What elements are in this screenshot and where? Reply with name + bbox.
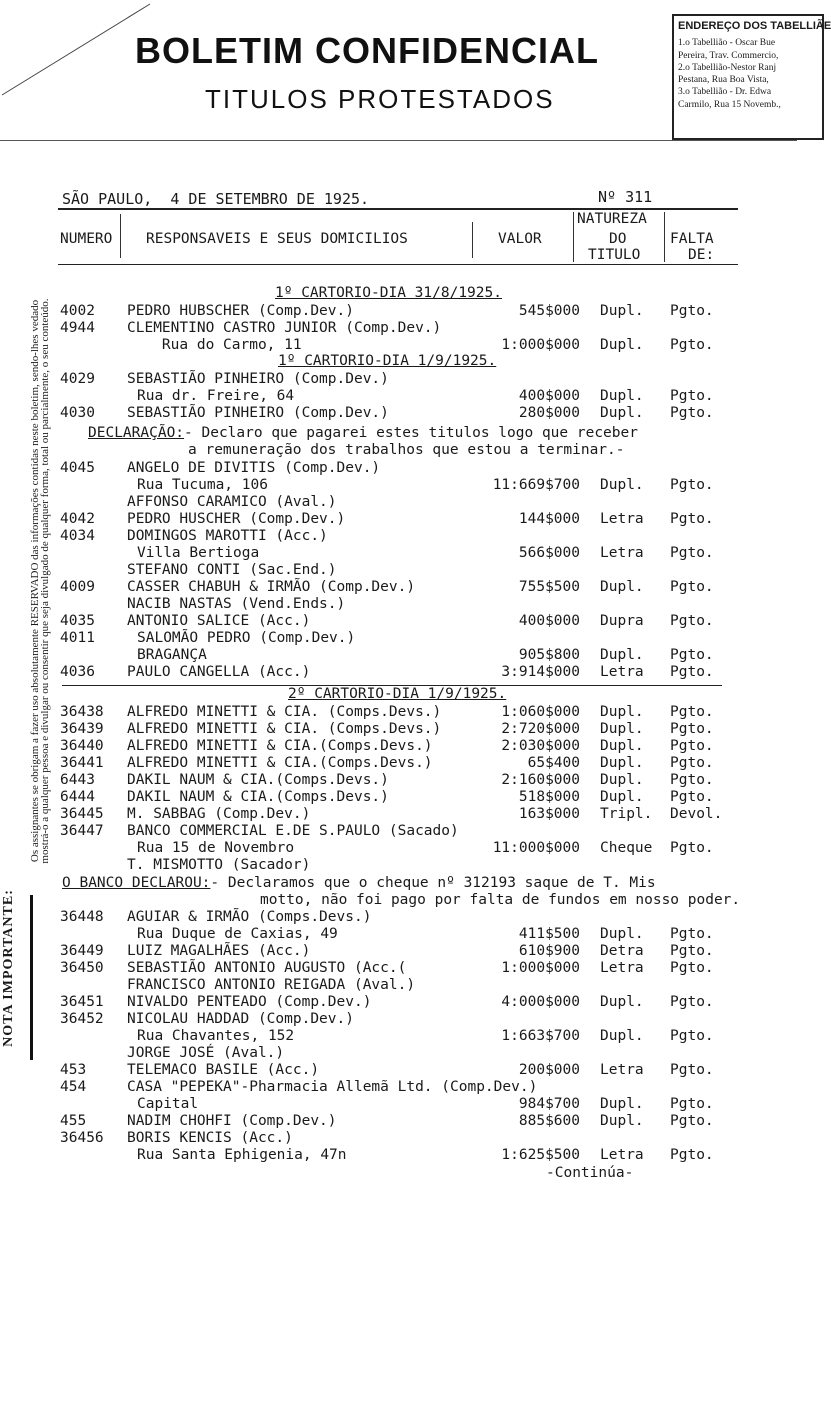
header-divider	[0, 140, 797, 141]
row-valor: 3:914$000	[501, 664, 580, 680]
row-natureza: Dupl.	[600, 405, 644, 421]
row-natureza: Dupl.	[600, 926, 644, 942]
row-responsavel: LUIZ MAGALHÃES (Acc.)	[127, 943, 311, 959]
row-valor: 11:000$000	[492, 840, 580, 856]
row-code: 6443	[60, 772, 95, 788]
row-natureza: Dupl.	[600, 738, 644, 754]
table-row	[0, 303, 797, 320]
table-row	[0, 840, 797, 857]
table-row	[0, 320, 797, 337]
address-box-heading: ENDEREÇO DOS TABELLIÃE	[678, 20, 831, 32]
row-responsavel: SEBASTIÃO PINHEIRO (Comp.Dev.)	[127, 405, 389, 421]
address-line: 3.o Tabellião - Dr. Edwa	[678, 87, 772, 98]
row-code: 36441	[60, 755, 104, 771]
row-responsavel: NICOLAU HADDAD (Comp.Dev.)	[127, 1011, 354, 1027]
row-falta: Pgto.	[670, 772, 714, 788]
row-responsavel: Rua Duque de Caxias, 49	[137, 926, 338, 942]
row-natureza: Dupl.	[600, 579, 644, 595]
row-responsavel: M. SABBAG (Comp.Dev.)	[127, 806, 311, 822]
table-row	[0, 1045, 797, 1062]
table-row	[0, 630, 797, 647]
table-row	[0, 596, 797, 613]
row-natureza: Dupl.	[600, 721, 644, 737]
row-code: 4036	[60, 664, 95, 680]
row-natureza: Tripl.	[600, 806, 653, 822]
row-responsavel: FRANCISCO ANTONIO REIGADA (Aval.)	[127, 977, 416, 993]
row-valor: 905$800	[518, 647, 580, 663]
row-valor: 4:000$000	[501, 994, 580, 1010]
row-responsavel: Rua dr. Freire, 64	[137, 388, 295, 404]
table-row	[0, 960, 797, 977]
table-row	[0, 1113, 797, 1130]
row-falta: Pgto.	[670, 337, 714, 353]
row-falta: Pgto.	[670, 579, 714, 595]
row-valor: 2:160$000	[501, 772, 580, 788]
row-responsavel: SALOMÃO PEDRO (Comp.Dev.)	[137, 630, 356, 646]
row-responsavel: DAKIL NAUM & CIA.(Comps.Devs.)	[127, 789, 389, 805]
issue-number: Nº 311	[598, 188, 653, 206]
row-responsavel: BORIS KENCIS (Acc.)	[127, 1130, 293, 1146]
table-row	[0, 857, 797, 874]
col-natureza-1: NATUREZA	[577, 211, 647, 227]
row-responsavel: ALFREDO MINETTI & CIA. (Comps.Devs.)	[127, 704, 442, 720]
table-row	[0, 545, 797, 562]
row-falta: Pgto.	[670, 613, 714, 629]
table-row	[0, 371, 797, 388]
row-natureza: Letra	[600, 664, 644, 680]
row-responsavel: ALFREDO MINETTI & CIA.(Comps.Devs.)	[127, 755, 433, 771]
row-valor: 280$000	[518, 405, 580, 421]
row-valor: 755$500	[518, 579, 580, 595]
col-divider	[664, 212, 665, 262]
table-row	[0, 1028, 797, 1045]
table-row	[0, 994, 797, 1011]
row-responsavel: PAULO CANGELLA (Acc.)	[127, 664, 311, 680]
banco-declaracao-text: - Declaramos que o cheque nº 312193 saque de T. Mis	[210, 875, 656, 891]
row-falta: Pgto.	[670, 1113, 714, 1129]
row-valor: 144$000	[518, 511, 580, 527]
row-natureza: Letra	[600, 960, 644, 976]
row-natureza: Dupl.	[600, 1028, 644, 1044]
row-falta: Pgto.	[670, 1096, 714, 1112]
row-code: 454	[60, 1079, 87, 1095]
row-code: 36445	[60, 806, 104, 822]
table-row	[0, 806, 797, 823]
table-row	[0, 613, 797, 630]
pen-stroke-decoration	[0, 0, 170, 100]
table-row	[0, 528, 797, 545]
table-row	[0, 562, 797, 579]
banco-declaracao-line-2: motto, não foi pago por falta de fundos em nosso poder.	[260, 892, 741, 908]
row-valor: 11:669$700	[492, 477, 580, 493]
row-responsavel: PEDRO HUBSCHER (Comp.Dev.)	[127, 303, 354, 319]
row-valor: 400$000	[518, 613, 580, 629]
col-divider	[120, 214, 121, 258]
row-code: 4002	[60, 303, 95, 319]
row-responsavel: AGUIAR & IRMÃO (Comps.Devs.)	[127, 909, 372, 925]
row-natureza: Letra	[600, 511, 644, 527]
row-code: 4034	[60, 528, 95, 544]
address-line: Carmilo, Rua 15 Novemb.,	[678, 99, 781, 110]
row-responsavel: STEFANO CONTI (Sac.End.)	[127, 562, 337, 578]
row-valor: 545$000	[518, 303, 580, 319]
row-natureza: Dupl.	[600, 647, 644, 663]
table-row	[0, 1062, 797, 1079]
declaracao-text: - Declaro que pagarei estes titulos logo que receber	[184, 425, 638, 441]
row-valor: 566$000	[518, 545, 580, 561]
tabelliaes-address-box	[672, 14, 831, 140]
row-responsavel: ANTONIO SALICE (Acc.)	[127, 613, 311, 629]
col-natureza-2: DO	[609, 231, 627, 247]
declaracao-line-1	[88, 425, 638, 441]
row-valor: 1:663$700	[501, 1028, 580, 1044]
row-natureza: Cheque	[600, 840, 653, 856]
table-row	[0, 494, 797, 511]
row-valor: 400$000	[518, 388, 580, 404]
table-row	[0, 926, 797, 943]
row-natureza: Dupl.	[600, 789, 644, 805]
row-responsavel: CLEMENTINO CASTRO JUNIOR (Comp.Dev.)	[127, 320, 442, 336]
row-responsavel: TELEMACO BASILE (Acc.)	[127, 1062, 320, 1078]
col-numero: NUMERO	[60, 231, 113, 247]
col-natureza-3: TITULO	[588, 247, 641, 263]
row-valor: 2:720$000	[501, 721, 580, 737]
row-code: 36449	[60, 943, 104, 959]
row-valor: 1:000$000	[501, 960, 580, 976]
row-natureza: Letra	[600, 545, 644, 561]
table-row	[0, 647, 797, 664]
table-row	[0, 511, 797, 528]
row-valor: 1:060$000	[501, 704, 580, 720]
row-code: 36450	[60, 960, 104, 976]
row-responsavel: DOMINGOS MAROTTI (Acc.)	[127, 528, 328, 544]
table-row	[0, 405, 797, 422]
row-valor: 2:030$000	[501, 738, 580, 754]
row-falta: Pgto.	[670, 511, 714, 527]
row-falta: Pgto.	[670, 1147, 714, 1163]
table-row	[0, 738, 797, 755]
table-row	[0, 943, 797, 960]
row-responsavel: AFFONSO CARAMICO (Aval.)	[127, 494, 337, 510]
row-natureza: Detra	[600, 943, 644, 959]
row-code: 4042	[60, 511, 95, 527]
row-code: 36447	[60, 823, 104, 839]
row-falta: Pgto.	[670, 704, 714, 720]
address-line: 1.o Tabellião - Oscar Bue	[678, 38, 776, 49]
row-responsavel: T. MISMOTTO (Sacador)	[127, 857, 311, 873]
row-falta: Pgto.	[670, 388, 714, 404]
row-code: 6444	[60, 789, 95, 805]
row-natureza: Dupl.	[600, 388, 644, 404]
section-header: 1º CARTORIO-DIA 1/9/1925.	[278, 353, 497, 369]
section-header: 2º CARTORIO-DIA 1/9/1925.	[288, 686, 507, 702]
section-header: 1º CARTORIO-DIA 31/8/1925.	[275, 285, 502, 301]
side-notice-line-2: mostrá-o a qualquer pessoa e divulgar ou consentir que seja divulgado de qualquer forma, total ou parcialmente, o seu conteúdo.	[39, 298, 51, 864]
row-falta: Pgto.	[670, 994, 714, 1010]
address-line: 2.o Tabellião-Nestor Ranj	[678, 62, 777, 73]
row-code: 36438	[60, 704, 104, 720]
table-row	[0, 977, 797, 994]
row-code: 36456	[60, 1130, 104, 1146]
row-responsavel: CASSER CHABUH & IRMÃO (Comp.Dev.)	[127, 579, 416, 595]
row-code: 4035	[60, 613, 95, 629]
row-responsavel: CASA "PEPEKA"-Pharmacia Allemã Ltd. (Comp.Dev.)	[127, 1079, 538, 1095]
row-natureza: Dupl.	[600, 477, 644, 493]
row-natureza: Dupl.	[600, 755, 644, 771]
table-row	[0, 789, 797, 806]
table-row	[0, 388, 797, 405]
row-code: 36451	[60, 994, 104, 1010]
table-row	[0, 664, 797, 681]
row-responsavel: SEBASTIÃO PINHEIRO (Comp.Dev.)	[127, 371, 389, 387]
table-row	[0, 1147, 797, 1164]
row-responsavel: Rua Tucuma, 106	[137, 477, 268, 493]
row-responsavel: BRAGANÇA	[137, 647, 207, 663]
table-row	[0, 755, 797, 772]
row-valor: 1:000$000	[501, 337, 580, 353]
bulletin-title: BOLETIM CONFIDENCIAL	[135, 30, 599, 71]
table-row	[0, 1096, 797, 1113]
row-falta: Pgto.	[670, 1028, 714, 1044]
table-row	[0, 1079, 797, 1096]
row-natureza: Dupl.	[600, 1096, 644, 1112]
table-row	[0, 1011, 797, 1028]
row-natureza: Letra	[600, 1147, 644, 1163]
side-notice-line-1: Os assignantes se obrigam a fazer uso absolutamente RESERVADO das informações contidas neste boletim, sendo-lhes vedado	[29, 299, 41, 863]
row-falta: Devol.	[670, 806, 723, 822]
row-valor: 163$000	[518, 806, 580, 822]
row-responsavel: BANCO COMMERCIAL E.DE S.PAULO (Sacado)	[127, 823, 459, 839]
row-natureza: Dupl.	[600, 1113, 644, 1129]
dateline: SÃO PAULO, 4 DE SETEMBRO DE 1925.	[62, 190, 370, 208]
row-falta: Pgto.	[670, 545, 714, 561]
row-responsavel: Villa Bertioga	[137, 545, 260, 561]
row-natureza: Letra	[600, 1062, 644, 1078]
col-divider	[472, 222, 473, 258]
row-responsavel: ALFREDO MINETTI & CIA.(Comps.Devs.)	[127, 738, 433, 754]
row-valor: 518$000	[518, 789, 580, 805]
row-responsavel: Rua Santa Ephigenia, 47n	[137, 1147, 347, 1163]
row-responsavel: Rua 15 de Novembro	[137, 840, 295, 856]
table-row	[0, 721, 797, 738]
col-divider	[573, 212, 574, 262]
row-falta: Pgto.	[670, 840, 714, 856]
row-valor: 1:625$500	[501, 1147, 580, 1163]
col-falta-2: DE:	[688, 247, 715, 263]
address-line: Pestana, Rua Boa Vista,	[678, 75, 769, 86]
row-falta: Pgto.	[670, 477, 714, 493]
row-responsavel: PEDRO HUSCHER (Comp.Dev.)	[127, 511, 346, 527]
row-code: 4030	[60, 405, 95, 421]
row-falta: Pgto.	[670, 1062, 714, 1078]
col-valor: VALOR	[498, 231, 542, 247]
row-responsavel: NACIB NASTAS (Vend.Ends.)	[127, 596, 346, 612]
row-falta: Pgto.	[670, 647, 714, 663]
table-header-rule	[58, 264, 738, 265]
row-natureza: Dupl.	[600, 337, 644, 353]
row-valor: 885$600	[518, 1113, 580, 1129]
table-row	[0, 704, 797, 721]
row-valor: 411$500	[518, 926, 580, 942]
row-falta: Pgto.	[670, 303, 714, 319]
row-code: 36439	[60, 721, 104, 737]
declaracao-label: DECLARAÇÃO:	[88, 425, 185, 441]
row-falta: Pgto.	[670, 789, 714, 805]
row-responsavel: ALFREDO MINETTI & CIA. (Comps.Devs.)	[127, 721, 442, 737]
row-responsavel: Rua Chavantes, 152	[137, 1028, 295, 1044]
row-code: 36448	[60, 909, 104, 925]
row-responsavel: NADIM CHOHFI (Comp.Dev.)	[127, 1113, 337, 1129]
row-responsavel: NIVALDO PENTEADO (Comp.Dev.)	[127, 994, 372, 1010]
table-row	[0, 909, 797, 926]
row-falta: Pgto.	[670, 960, 714, 976]
row-responsavel: ANGELO DE DIVITIS (Comp.Dev.)	[127, 460, 381, 476]
row-code: 4045	[60, 460, 95, 476]
table-row	[0, 337, 797, 354]
banco-declaracao-line-1	[62, 875, 656, 891]
row-code: 4011	[60, 630, 95, 646]
table-row	[0, 460, 797, 477]
row-natureza: Dupra	[600, 613, 644, 629]
table-row	[0, 823, 797, 840]
row-valor: 200$000	[518, 1062, 580, 1078]
table-row	[0, 579, 797, 596]
table-top-rule	[58, 208, 738, 210]
declaracao-line-2: a remuneração dos trabalhos que estou a terminar.-	[188, 442, 625, 458]
table-row	[0, 477, 797, 494]
bulletin-subtitle: TITULOS PROTESTADOS	[205, 84, 555, 114]
row-valor: 984$700	[518, 1096, 580, 1112]
row-falta: Pgto.	[670, 943, 714, 959]
col-falta-1: FALTA	[670, 231, 714, 247]
row-code: 36452	[60, 1011, 104, 1027]
row-natureza: Dupl.	[600, 303, 644, 319]
row-valor: 610$900	[518, 943, 580, 959]
row-falta: Pgto.	[670, 664, 714, 680]
col-responsaveis: RESPONSAVEIS E SEUS DOMICILIOS	[146, 231, 408, 247]
row-falta: Pgto.	[670, 405, 714, 421]
row-responsavel: SEBASTIÃO ANTONIO AUGUSTO (Acc.(	[127, 960, 407, 976]
row-falta: Pgto.	[670, 721, 714, 737]
row-responsavel: Rua do Carmo, 11	[127, 337, 302, 353]
row-falta: Pgto.	[670, 738, 714, 754]
address-line: Pereira, Trav. Commercio,	[678, 50, 779, 61]
continua-marker: -Continúa-	[546, 1165, 634, 1181]
row-code: 4029	[60, 371, 95, 387]
row-responsavel: JORGE JOSÉ (Aval.)	[127, 1045, 285, 1061]
row-natureza: Dupl.	[600, 704, 644, 720]
side-notice-label: NOTA IMPORTANTE:	[1, 889, 16, 1047]
row-natureza: Dupl.	[600, 772, 644, 788]
table-row	[0, 1130, 797, 1147]
row-responsavel: DAKIL NAUM & CIA.(Comps.Devs.)	[127, 772, 389, 788]
row-code: 4009	[60, 579, 95, 595]
row-code: 455	[60, 1113, 87, 1129]
row-falta: Pgto.	[670, 755, 714, 771]
row-natureza: Dupl.	[600, 994, 644, 1010]
banco-declaracao-label: O BANCO DECLAROU:	[62, 875, 211, 891]
row-code: 453	[60, 1062, 87, 1078]
row-falta: Pgto.	[670, 926, 714, 942]
row-code: 4944	[60, 320, 95, 336]
row-valor: 65$400	[527, 755, 580, 771]
row-code: 36440	[60, 738, 104, 754]
row-responsavel: Capital	[137, 1096, 199, 1112]
table-row	[0, 772, 797, 789]
